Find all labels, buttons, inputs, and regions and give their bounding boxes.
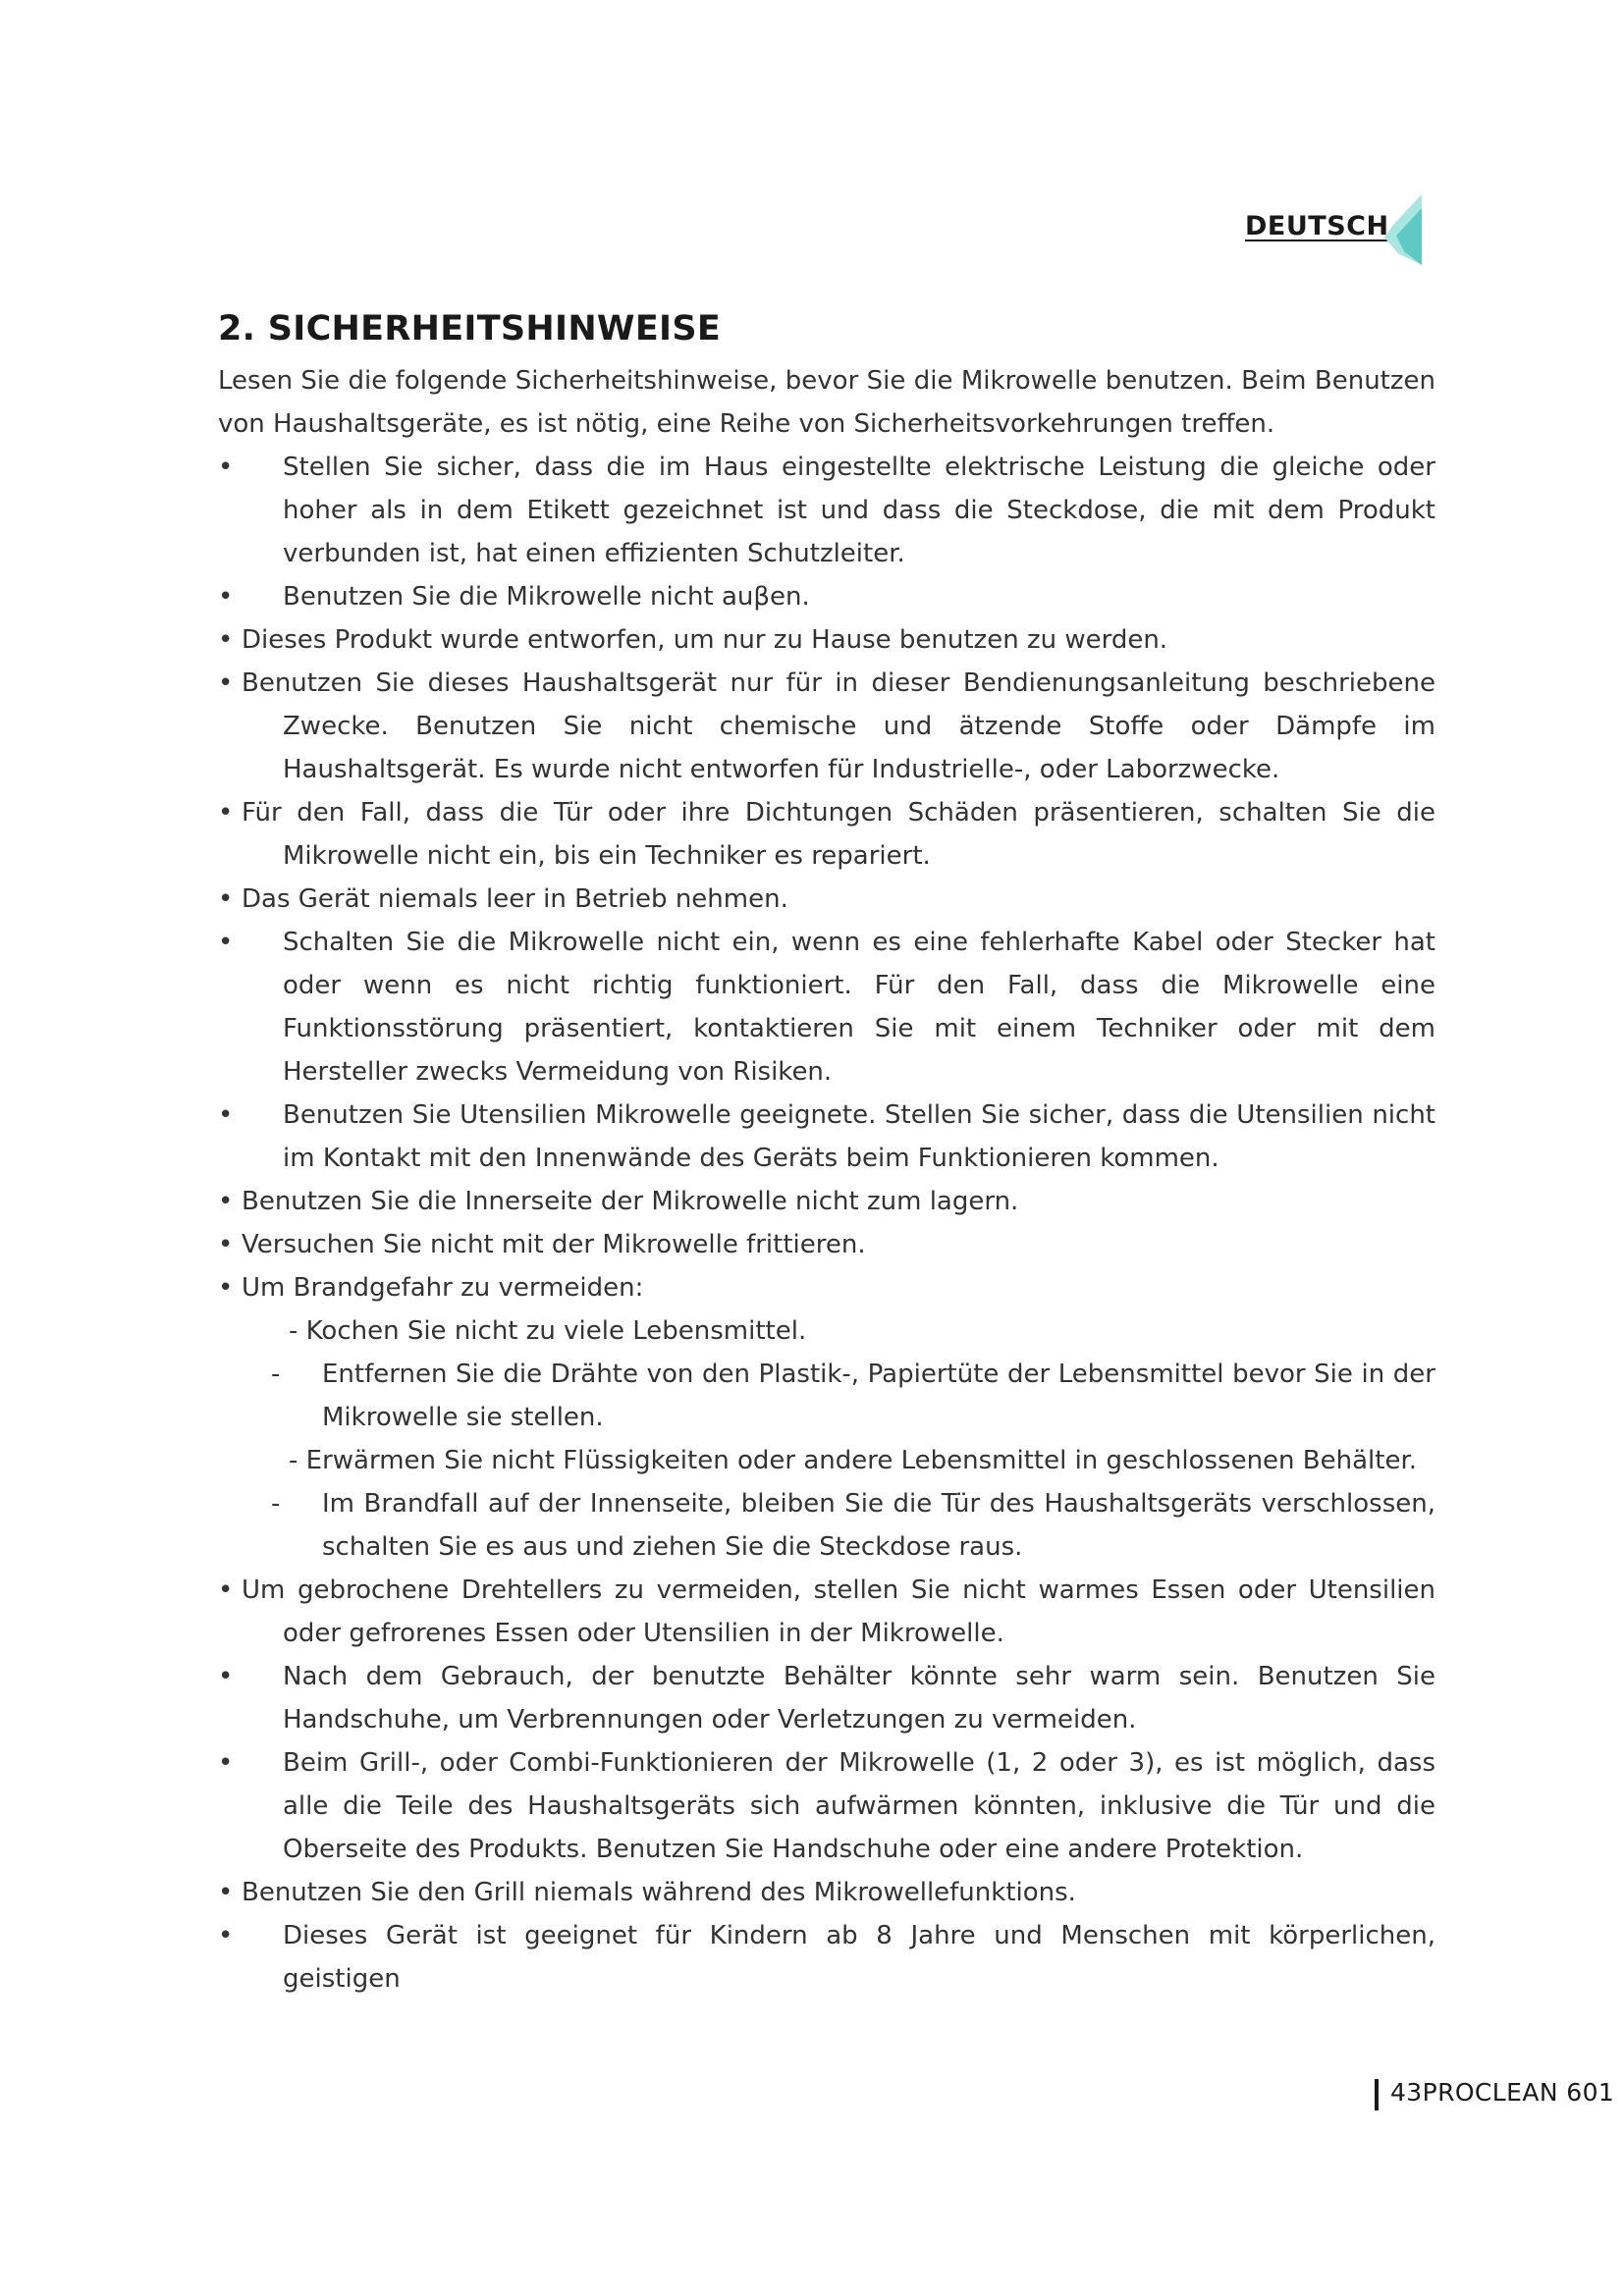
language-label: DEUTSCH [1245, 211, 1389, 241]
bullet-icon: • [218, 928, 234, 957]
dash-icon: - [271, 1360, 281, 1389]
list-item [218, 1569, 1435, 1655]
bullet-icon: • [218, 1273, 234, 1303]
list-item [218, 1266, 1435, 1309]
list-item-text: Stellen Sie sicher, dass die im Haus eingestellte elektrische Leistung die gleiche oder hoher als in dem Etikett gezeichnet ist und dass die Steckdose, die mit dem Produkt verbunden ist, hat einen effizienten Schutzleiter. [283, 453, 1435, 568]
list-item-text: Dieses Produkt wurde entworfen, um nur zu Hause benutzen zu werden. [242, 625, 1168, 655]
sub-list-item [218, 1439, 1435, 1482]
list-item-text: Benutzen Sie den Grill niemals während des Mikrowellefunktions. [242, 1878, 1076, 1907]
list-item-text: Dieses Gerät ist geeignet für Kindern ab 8 Jahre und Menschen mit körperlichen, geistigen [283, 1921, 1435, 1994]
list-item [218, 1741, 1435, 1871]
bullet-icon: • [218, 668, 234, 698]
bullet-icon: • [218, 1662, 234, 1691]
list-item [218, 446, 1435, 575]
sub-list-item [218, 1482, 1435, 1569]
list-item [218, 1914, 1435, 2001]
list-item-text: Um gebrochene Drehtellers zu vermeiden, stellen Sie nicht warmes Essen oder Utensilien oder gefrorenes Essen oder Utensilien in der Mikrowelle. [242, 1575, 1435, 1648]
list-item-text: Um Brandgefahr zu vermeiden: [242, 1273, 644, 1303]
safety-content [218, 359, 1435, 2001]
sub-list-item-text: Entfernen Sie die Drähte von den Plastik-, Papiertüte der Lebensmittel bevor Sie in der Mikrowelle sie stellen. [322, 1360, 1435, 1432]
list-item-text: Versuchen Sie nicht mit der Mikrowelle frittieren. [242, 1230, 866, 1259]
bullet-icon: • [218, 1575, 234, 1605]
footer-model-name: 43PROCLEAN 601 [1390, 2078, 1615, 2107]
list-item [218, 662, 1435, 791]
bullet-icon: • [218, 1921, 234, 1950]
bullet-icon: • [218, 1230, 234, 1259]
bullet-icon: • [218, 1187, 234, 1216]
sub-list-item [218, 1353, 1435, 1439]
list-item-text: Das Gerät niemals leer in Betrieb nehmen. [242, 884, 788, 914]
list-item [218, 878, 1435, 921]
dash-icon: - [271, 1489, 281, 1519]
footer-divider [1375, 2079, 1379, 2110]
list-item [218, 618, 1435, 662]
brand-mark-icon [1384, 194, 1422, 265]
list-item [218, 1871, 1435, 1914]
sub-list-item [218, 1309, 1435, 1353]
bullet-icon: • [218, 884, 234, 914]
list-item [218, 1655, 1435, 1741]
bullet-icon: • [218, 582, 234, 612]
intro-paragraph: Lesen Sie die folgende Sicherheitshinweise, bevor Sie die Mikrowelle benutzen. Beim Benutzen von Haushaltsgeräte, es ist nötig, eine Reihe von Sicherheitsvorkehrungen treffen. [218, 366, 1435, 439]
list-item-text: Schalten Sie die Mikrowelle nicht ein, wenn es eine fehlerhafte Kabel oder Stecker hat oder wenn es nicht richtig funktioniert. Für den Fall, dass die Mikrowelle eine Funktionsstörung präsentiert, kontaktieren Sie mit einem Techniker oder mit dem Hersteller zwecks Vermeidung von Risiken. [283, 928, 1435, 1087]
list-item-text: Benutzen Sie die Innerseite der Mikrowelle nicht zum lagern. [242, 1187, 1019, 1216]
bullet-icon: • [218, 798, 234, 828]
list-item-text: Nach dem Gebrauch, der benutzte Behälter könnte sehr warm sein. Benutzen Sie Handschuhe, um Verbrennungen oder Verletzungen zu vermeiden. [283, 1662, 1435, 1735]
bullet-icon: • [218, 453, 234, 482]
list-item-text: Für den Fall, dass die Tür oder ihre Dichtungen Schäden präsentieren, schalten Sie die Mikrowelle nicht ein, bis ein Techniker es repariert. [242, 798, 1435, 871]
list-item-text: Benutzen Sie die Mikrowelle nicht auβen. [283, 582, 810, 612]
list-item-text: Benutzen Sie dieses Haushaltsgerät nur für in dieser Bendienungsanleitung beschriebene Zwecke. Benutzen Sie nicht chemische und ätzende Stoffe oder Dämpfe im Haushaltsgerät. Es wurde nicht entworfen für Industrielle-, oder Laborzwecke. [242, 668, 1435, 784]
list-item [218, 1223, 1435, 1266]
list-item-text: Benutzen Sie Utensilien Mikrowelle geeignete. Stellen Sie sicher, dass die Utensilien nicht im Kontakt mit den Innenwände des Geräts beim Funktionieren kommen. [283, 1100, 1435, 1173]
bullet-icon: • [218, 1878, 234, 1907]
sub-list-item-text: Kochen Sie nicht zu viele Lebensmittel. [305, 1316, 807, 1346]
dash-icon: - [289, 1446, 298, 1475]
list-item [218, 575, 1435, 618]
list-item [218, 921, 1435, 1094]
list-item-text: Beim Grill-, oder Combi-Funktionieren der Mikrowelle (1, 2 oder 3), es ist möglich, dass alle die Teile des Haushaltsgeräts sich aufwärmen könnten, inklusive die Tür und die Oberseite des Produkts. Benutzen Sie Handschuhe oder eine andere Protektion. [283, 1748, 1435, 1864]
list-item [218, 1094, 1435, 1180]
sub-list-item-text: Im Brandfall auf der Innenseite, bleiben Sie die Tür des Haushaltsgeräts verschlossen, schalten Sie es aus und ziehen Sie die Steckdose raus. [322, 1489, 1435, 1562]
list-item [218, 1180, 1435, 1223]
bullet-icon: • [218, 625, 234, 655]
bullet-icon: • [218, 1748, 234, 1778]
bullet-icon: • [218, 1100, 234, 1130]
sub-list-item-text: Erwärmen Sie nicht Flüssigkeiten oder andere Lebensmittel in geschlossenen Behälter. [305, 1446, 1418, 1475]
list-item [218, 791, 1435, 878]
section-title: 2. SICHERHEITSHINWEISE [218, 309, 722, 348]
dash-icon: - [289, 1316, 298, 1346]
